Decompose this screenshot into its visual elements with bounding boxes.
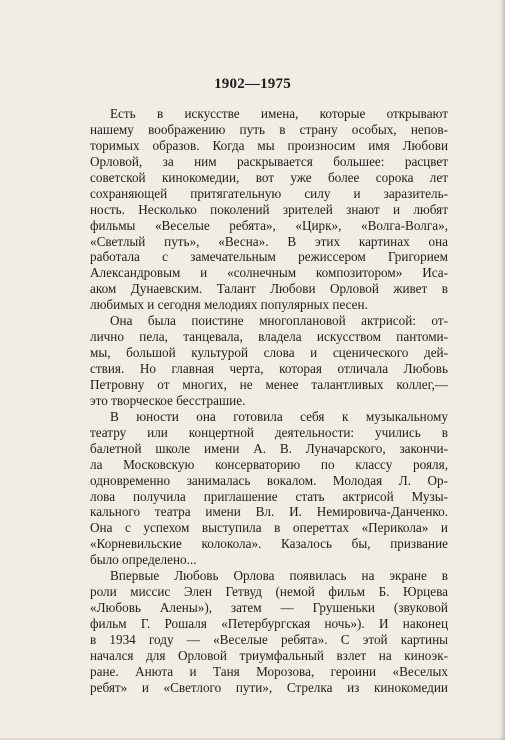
text-line: В юности она готовила себя к музыкальному (110, 408, 448, 424)
text-line: ность. Несколько поколений зрителей знают и любят (90, 201, 448, 217)
page-edge-shadow (500, 0, 505, 740)
text-line: фильмы «Веселые ребята», «Цирк», «Волга-Волга», (90, 217, 448, 233)
text-line: начался для Орловой триумфальный взлет на киноэк- (90, 647, 448, 663)
text-line: ребят» и «Светлого пути», Стрелка из кинокомедии (90, 679, 448, 695)
text-line: работала с замечательным режиссером Григорием (90, 249, 448, 265)
page-heading: 1902—1975 (214, 76, 291, 92)
text-line: Она с успехом выступила в опереттах «Перикола» и (90, 520, 448, 536)
text-line: «Светлый путь», «Весна». В этих картинах она (90, 233, 448, 249)
text-line: мы, большой культурой слова и сценического дей- (90, 345, 448, 361)
text-line: театру или концертной деятельности: учились в (90, 424, 448, 440)
text-line: ствия. Но главная черта, которая отличала Любовь (90, 361, 448, 376)
text-line: Петровну от многих, не менее талантливых коллег,— (90, 376, 448, 392)
text-line: аком Дунаевским. Талант Любови Орловой живет в (90, 281, 448, 297)
text-line: роли миссис Элен Гетвуд (немой фильм Б. Юрцева (90, 584, 448, 600)
text-line: Она была поистине многоплановой актрисой: от- (110, 313, 448, 329)
text-line: Есть в искусстве имена, которые открывают (110, 106, 448, 121)
text-line: ране. Анюта и Таня Морозова, героини «Веселых (90, 663, 448, 679)
text-line: «Любовь Алены»), затем — Грушеньки (звуковой (90, 600, 448, 616)
text-line: Впервые Любовь Орлова появилась на экране в (110, 568, 448, 584)
text-line: лично пела, танцевала, владела искусством пантоми- (90, 329, 448, 345)
text-line: одновременно занималась вокалом. Молодая Л. Ор- (90, 472, 448, 488)
text-line: Александровым и «солнечным композитором» Иса- (90, 265, 448, 281)
text-line: было определено... (90, 552, 197, 568)
text-line: любимых и сегодня мелодиях популярных песен. (90, 297, 368, 313)
text-line: Орловой, за ним раскрывается большее: расцвет (90, 153, 448, 169)
text-line: нашему воображению путь в страну особых, непов- (90, 121, 448, 137)
text-line: торимых образов. Когда мы произносим имя Любови (90, 137, 448, 153)
text-line: в 1934 году — «Веселые ребята». С этой картины (90, 631, 448, 647)
text-line: балетной школе имени А. В. Луначарского, закончи- (90, 440, 448, 456)
text-line: это творческое бесстрашие. (90, 392, 246, 408)
text-line: ла Московскую консерваторию по классу рояля, (90, 456, 448, 472)
text-line: фильм Г. Рошаля «Петербургская ночь»). И наконец (90, 616, 448, 631)
text-line: «Корневильские колокола». Казалось бы, призвание (90, 536, 448, 552)
text-line: кального театра имени Вл. И. Немировича-Данченко. (90, 504, 448, 520)
text-line: советской кинокомедии, вот уже более сорока лет (90, 169, 448, 185)
text-line: сохраняющей притягательную силу и заразитель- (90, 185, 448, 201)
body-text (90, 106, 448, 696)
text-line: лова получила приглашение стать актрисой Музы- (90, 488, 448, 504)
